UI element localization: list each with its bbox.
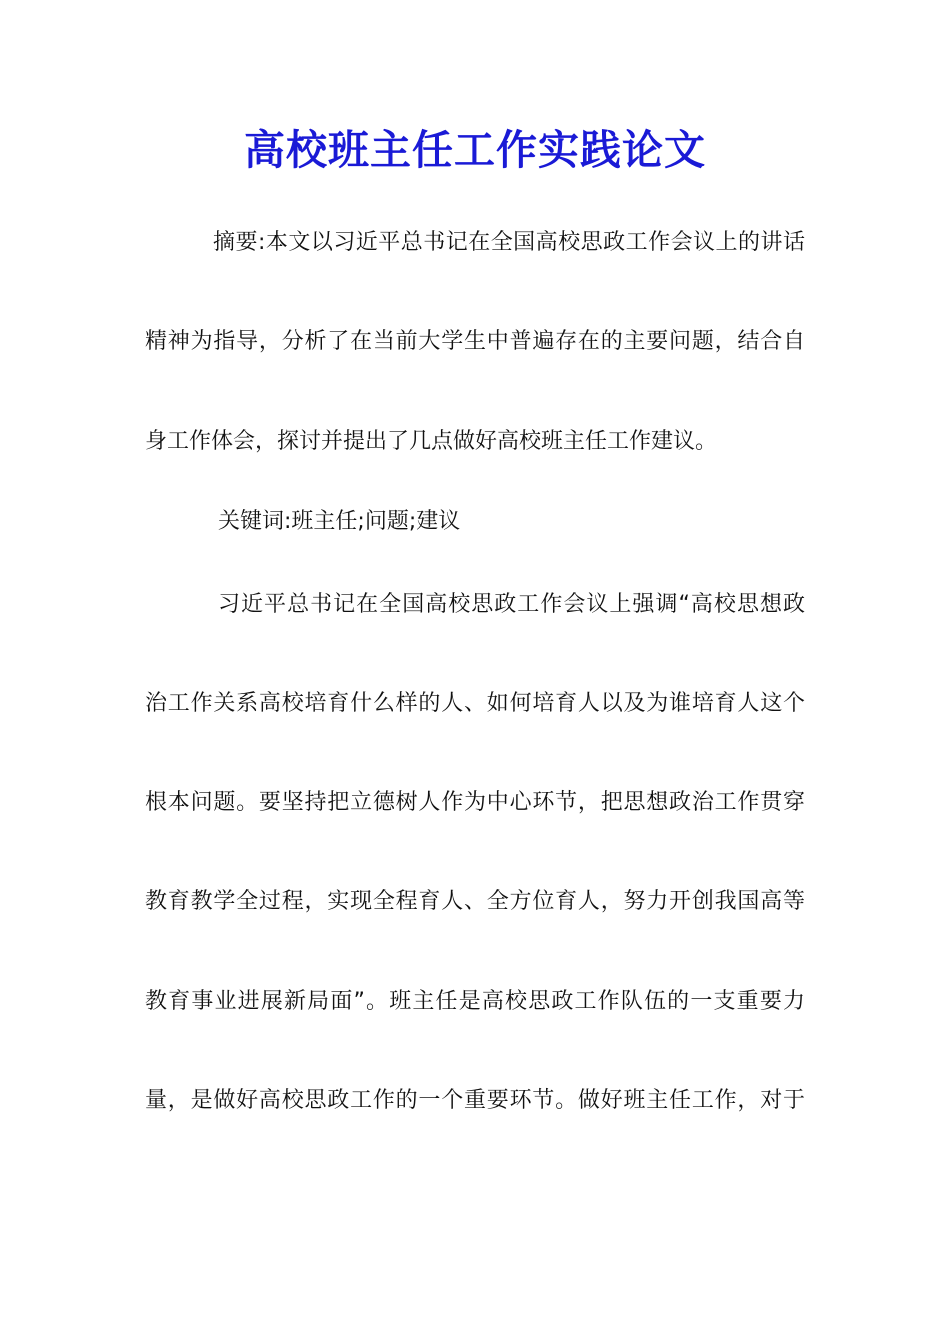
abstract-line: 摘要:本文以习近平总书记在全国高校思政工作会议上的讲话	[213, 230, 805, 255]
keywords-line: 关键词:班主任;问题;建议	[218, 509, 461, 534]
body-line: 习近平总书记在全国高校思政工作会议上强调“高校思想政	[218, 592, 805, 617]
body-line: 根本问题。要坚持把立德树人作为中心环节，把思想政治工作贯穿	[145, 790, 805, 815]
body-line: 教育教学全过程，实现全程育人、全方位育人，努力开创我国高等	[145, 889, 805, 914]
document-title: 高校班主任工作实践论文	[244, 126, 706, 174]
body-line: 量，是做好高校思政工作的一个重要环节。做好班主任工作，对于	[145, 1088, 805, 1113]
abstract-line: 精神为指导，分析了在当前大学生中普遍存在的主要问题，结合自	[145, 329, 805, 354]
body-line: 教育事业进展新局面”。班主任是高校思政工作队伍的一支重要力	[145, 989, 805, 1014]
abstract-line: 身工作体会，探讨并提出了几点做好高校班主任工作建议。	[145, 429, 718, 454]
body-line: 治工作关系高校培育什么样的人、如何培育人以及为谁培育人这个	[145, 691, 805, 716]
